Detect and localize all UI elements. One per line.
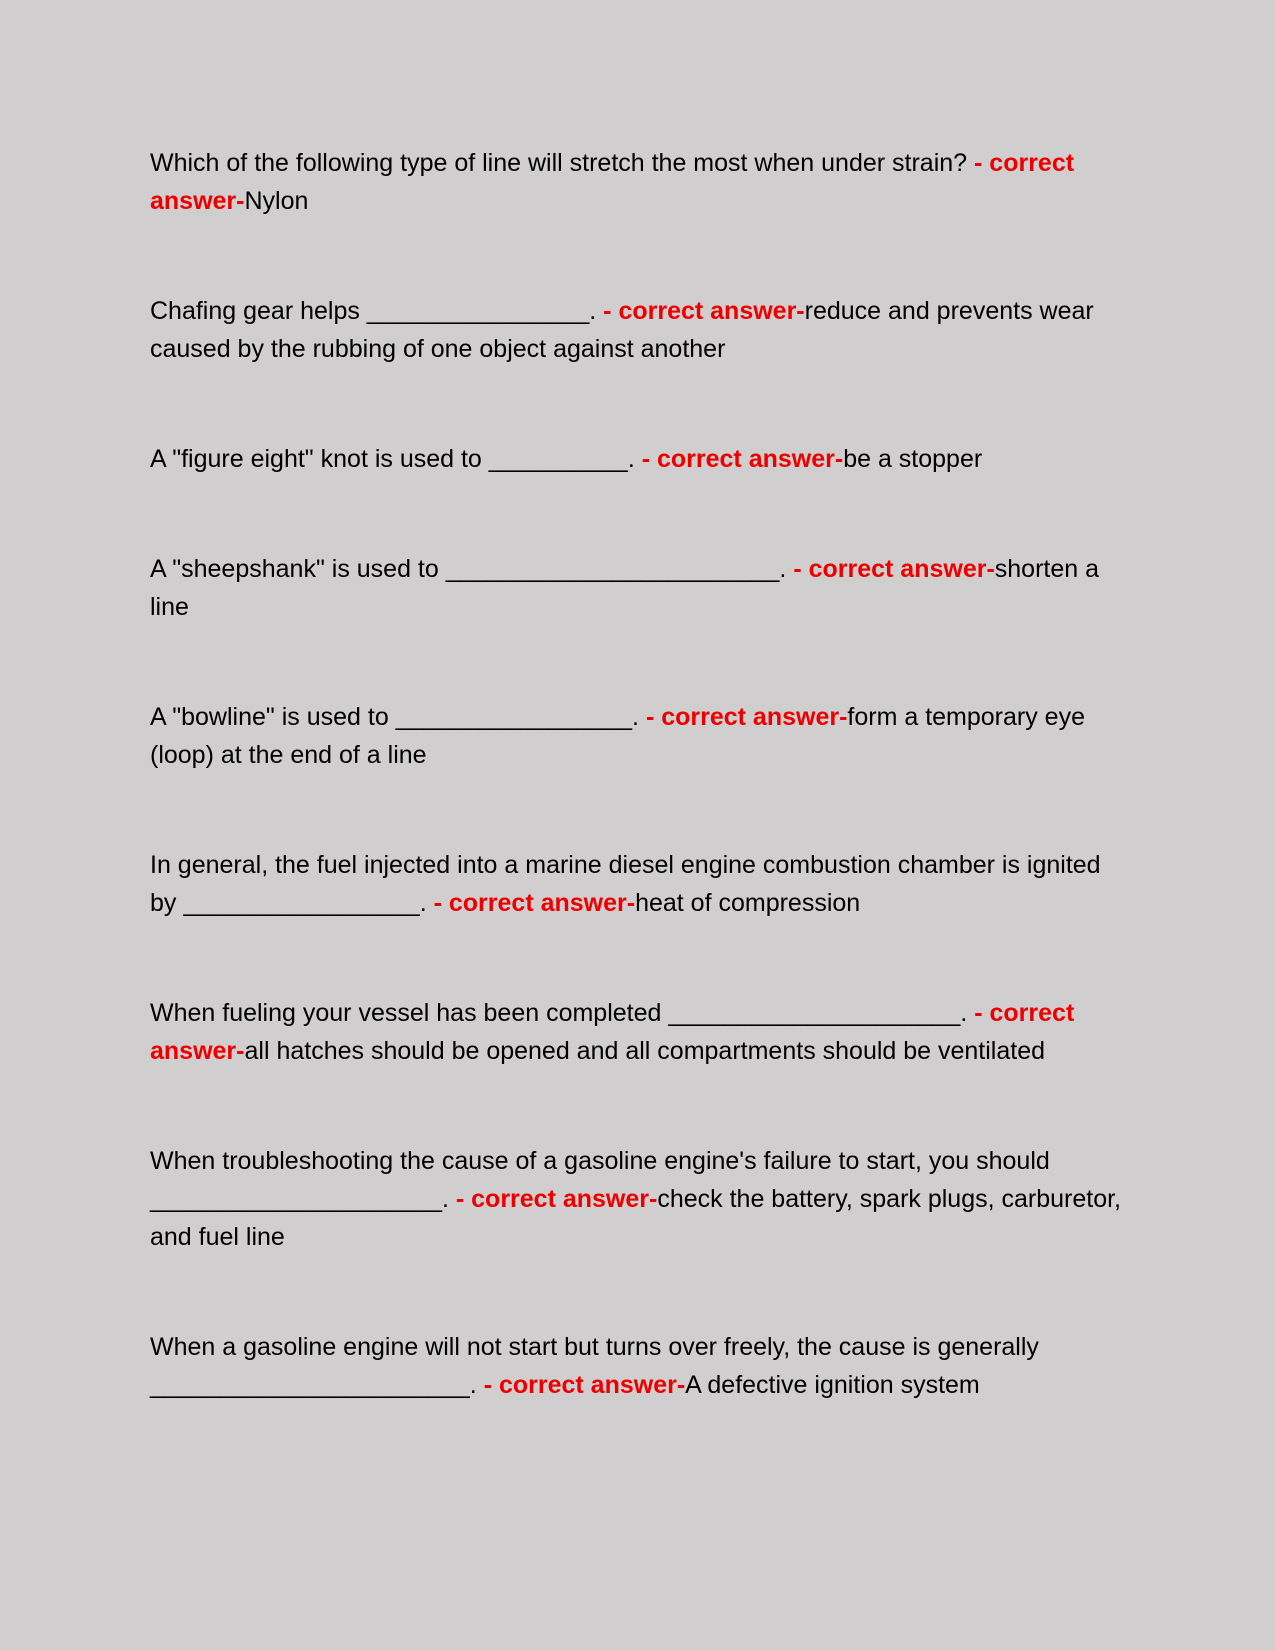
qa-item-3 [150, 440, 1130, 478]
question-text: In general, the fuel injected into a marine diesel engine combustion chamber is ignited by _________________. [150, 851, 1101, 917]
answer-text: form a temporary eye (loop) at the end of a line [150, 703, 1085, 769]
qa-item-8 [150, 1142, 1130, 1256]
qa-item-9 [150, 1328, 1130, 1404]
qa-item-5 [150, 698, 1130, 774]
answer-text: be a stopper [843, 445, 983, 473]
question-text: A "figure eight" knot is used to __________. [150, 445, 642, 473]
question-text: When fueling your vessel has been completed _____________________. [150, 999, 975, 1027]
question-text: A "sheepshank" is used to ________________________. [150, 555, 794, 583]
question-text: A "bowline" is used to _________________. [150, 703, 646, 731]
qa-item-2 [150, 292, 1130, 368]
correct-answer-marker: - correct answer- [603, 297, 805, 325]
correct-answer-marker: - correct answer- [455, 1185, 658, 1213]
qa-item-6 [150, 846, 1130, 922]
correct-answer-marker: - correct answer- [433, 889, 636, 917]
correct-answer-marker: - correct answer- [483, 1371, 686, 1399]
correct-answer-marker: - correct answer- [150, 999, 1075, 1065]
question-text: When troubleshooting the cause of a gasoline engine's failure to start, you should _____________________. [150, 1147, 1050, 1213]
answer-text: heat of compression [635, 889, 861, 917]
document-page [150, 144, 1130, 1476]
correct-answer-marker: - correct answer- [150, 149, 1075, 215]
answer-text: Nylon [244, 187, 309, 215]
question-text: Chafing gear helps ________________. [150, 297, 604, 325]
qa-item-4 [150, 550, 1130, 626]
answer-text: shorten a line [150, 555, 1100, 621]
question-text: When a gasoline engine will not start but turns over freely, the cause is generally _______________________. [150, 1333, 1039, 1399]
correct-answer-marker: - correct answer- [793, 555, 995, 583]
answer-text: reduce and prevents wear caused by the rubbing of one object against another [150, 297, 1094, 363]
qa-item-1 [150, 144, 1130, 220]
answer-text: A defective ignition system [685, 1371, 980, 1399]
answer-text: all hatches should be opened and all compartments should be ventilated [244, 1037, 1046, 1065]
qa-item-7 [150, 994, 1130, 1070]
correct-answer-marker: - correct answer- [641, 445, 844, 473]
question-text: Which of the following type of line will stretch the most when under strain? [150, 149, 975, 177]
correct-answer-marker: - correct answer- [645, 703, 848, 731]
answer-text: check the battery, spark plugs, carburetor, and fuel line [150, 1185, 1122, 1251]
